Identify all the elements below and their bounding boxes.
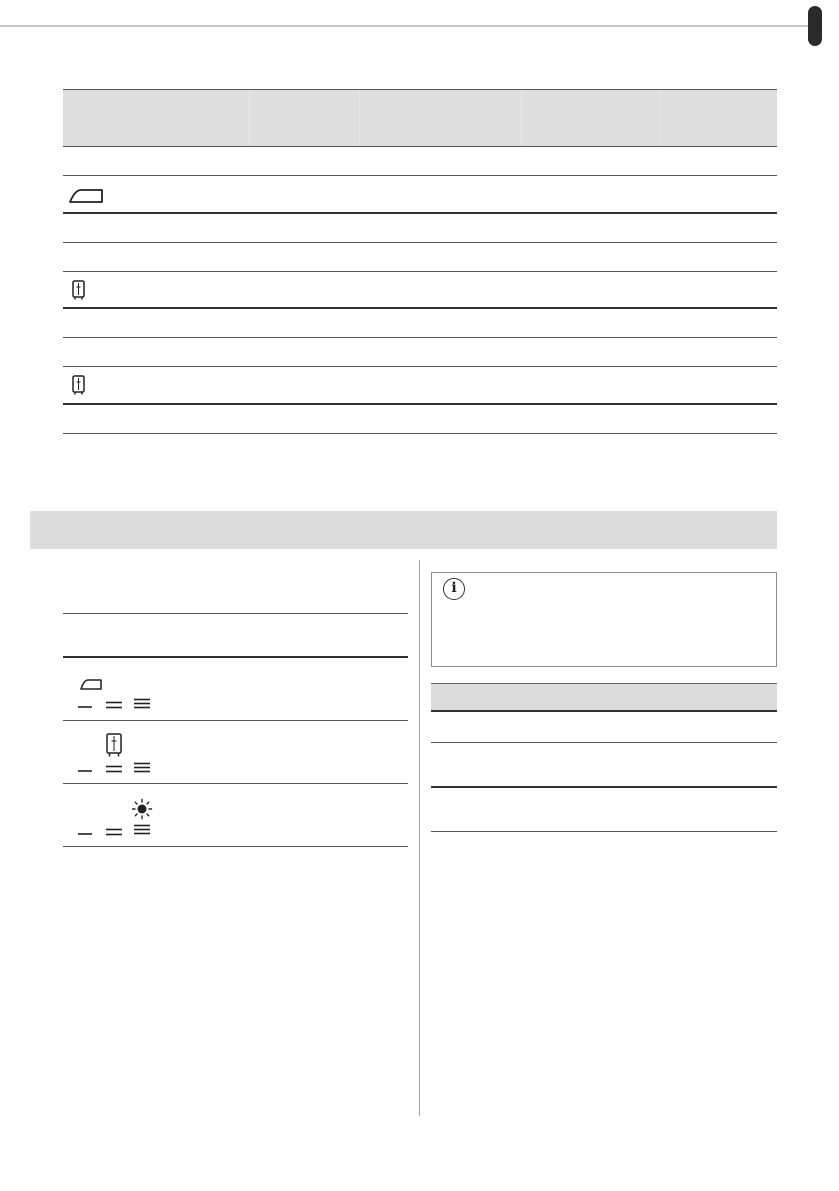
wardrobe-icon <box>106 733 122 757</box>
level-3-icon <box>134 824 150 835</box>
table-row <box>63 784 408 847</box>
level-3-icon <box>134 762 150 773</box>
iron-icon <box>69 187 103 203</box>
table-row <box>63 147 777 176</box>
table-row <box>431 788 777 832</box>
level-2-icon <box>106 701 122 709</box>
section-heading <box>30 511 777 549</box>
table-row <box>63 367 777 405</box>
table-row <box>63 176 777 214</box>
level-1-icon <box>78 832 92 836</box>
level-1-icon <box>78 769 92 773</box>
level-1-icon <box>78 705 92 709</box>
table-row <box>63 338 777 367</box>
table-row <box>431 743 777 788</box>
column-divider <box>419 560 420 1116</box>
table-row <box>431 712 777 743</box>
info-box <box>431 572 777 667</box>
right-table <box>431 683 777 832</box>
table-row <box>63 309 777 338</box>
table-row <box>63 272 777 309</box>
info-icon: i <box>443 578 465 600</box>
table-row <box>63 721 408 784</box>
sun-icon <box>132 799 152 819</box>
left-table <box>63 560 408 847</box>
level-2-icon <box>106 765 122 773</box>
wardrobe-icon <box>72 280 85 300</box>
top-table-header <box>63 89 777 147</box>
iron-icon <box>80 678 102 690</box>
table-row <box>63 243 777 272</box>
table-row <box>63 614 408 658</box>
table-row <box>63 214 777 243</box>
page-edge-line <box>0 25 810 27</box>
page-edge-tab <box>808 6 822 46</box>
wardrobe-icon <box>72 375 85 395</box>
top-table <box>63 89 777 434</box>
table-row <box>63 405 777 434</box>
table-row <box>63 560 408 614</box>
right-table-header <box>431 683 777 712</box>
level-2-icon <box>106 828 122 836</box>
table-row <box>63 658 408 721</box>
level-3-icon <box>134 698 150 709</box>
